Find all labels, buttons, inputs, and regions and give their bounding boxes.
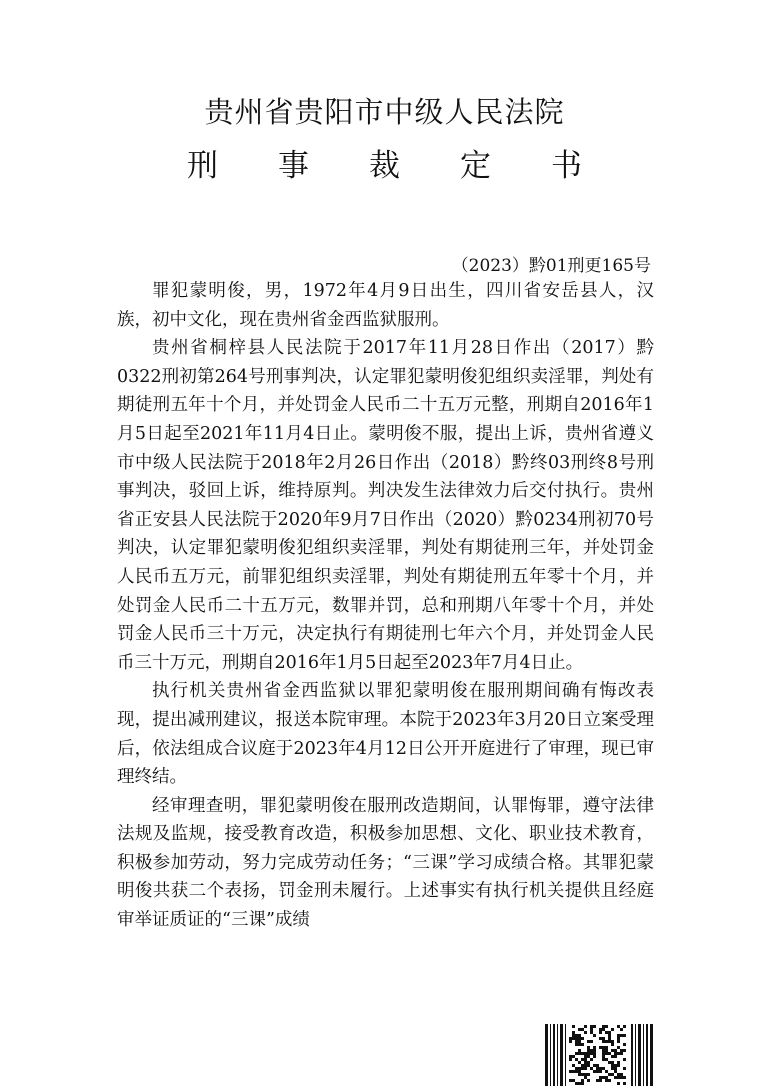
paragraph-commutation-request: 执行机关贵州省金西监狱以罪犯蒙明俊在服刑期间确有悔改表现，提出减刑建议，报送本院审理。本院于2023年3月20日立案受理后，依法组成合议庭于2023年4月12日公开开庭进行了审理，现已审理终结。 (117, 681, 654, 788)
paragraph-defendant-info: 罪犯蒙明俊，男，1972年4月9日出生，四川省安岳县人，汉族，初中文化，现在贵州省金西监狱服刑。 (117, 281, 654, 330)
paragraph-findings: 经审理查明，罪犯蒙明俊在服刑改造期间，认罪悔罪，遵守法律法规及监规，接受教育改造，积极参加思想、文化、职业技术教育，积极参加劳动，努力完成劳动任务；“三课”学习成绩合格。其罪犯蒙明俊共获二个表扬，罚金刑未履行。上述事实有执行机关提供且经庭审举证质证的“三课”成绩 (117, 795, 654, 931)
case-number: （2023）黔01刑更165号 (451, 256, 651, 276)
qr-barcode-icon (545, 1024, 655, 1086)
title-char: 事 (278, 148, 309, 184)
document-type-title (0, 145, 769, 187)
paragraph-prior-judgments: 贵州省桐梓县人民法院于2017年11月28日作出（2017）黔0322刑初第264号刑事判决，认定罪犯蒙明俊犯组织卖淫罪，判处有期徒刑五年十个月，并处罚金人民币二十五万元整，刑期自2016年1月5日起至2021年11月4日止。蒙明俊不服，提出上诉，贵州省遵义市中级人民法院于2018年2月26日作出（2018）黔终03刑终8号刑事判决，驳回上诉，维持原判。判决发生法律效力后交付执行。贵州省正安县人民法院于2020年9月7日作出（2020）黔0234刑初70号判决，认定罪犯蒙明俊犯组织卖淫罪，判处有期徒刑三年，并处罚金人民币五万元，前罪犯组织卖淫罪，判处有期徒刑五年零十个月，并处罚金人民币二十五万元，数罪并罚，总和刑期八年零十个月，并处罚金人民币三十万元，决定执行有期徒刑七年六个月，并处罚金人民币三十万元，刑期自2016年1月5日起至2023年7月4日止。 (117, 338, 654, 673)
title-char: 定 (460, 148, 491, 184)
court-name: 贵州省贵阳市中级人民法院 (204, 95, 565, 129)
title-char: 书 (551, 148, 582, 184)
document-body (117, 277, 654, 935)
title-char: 刑 (187, 148, 218, 184)
title-char: 裁 (369, 148, 400, 184)
